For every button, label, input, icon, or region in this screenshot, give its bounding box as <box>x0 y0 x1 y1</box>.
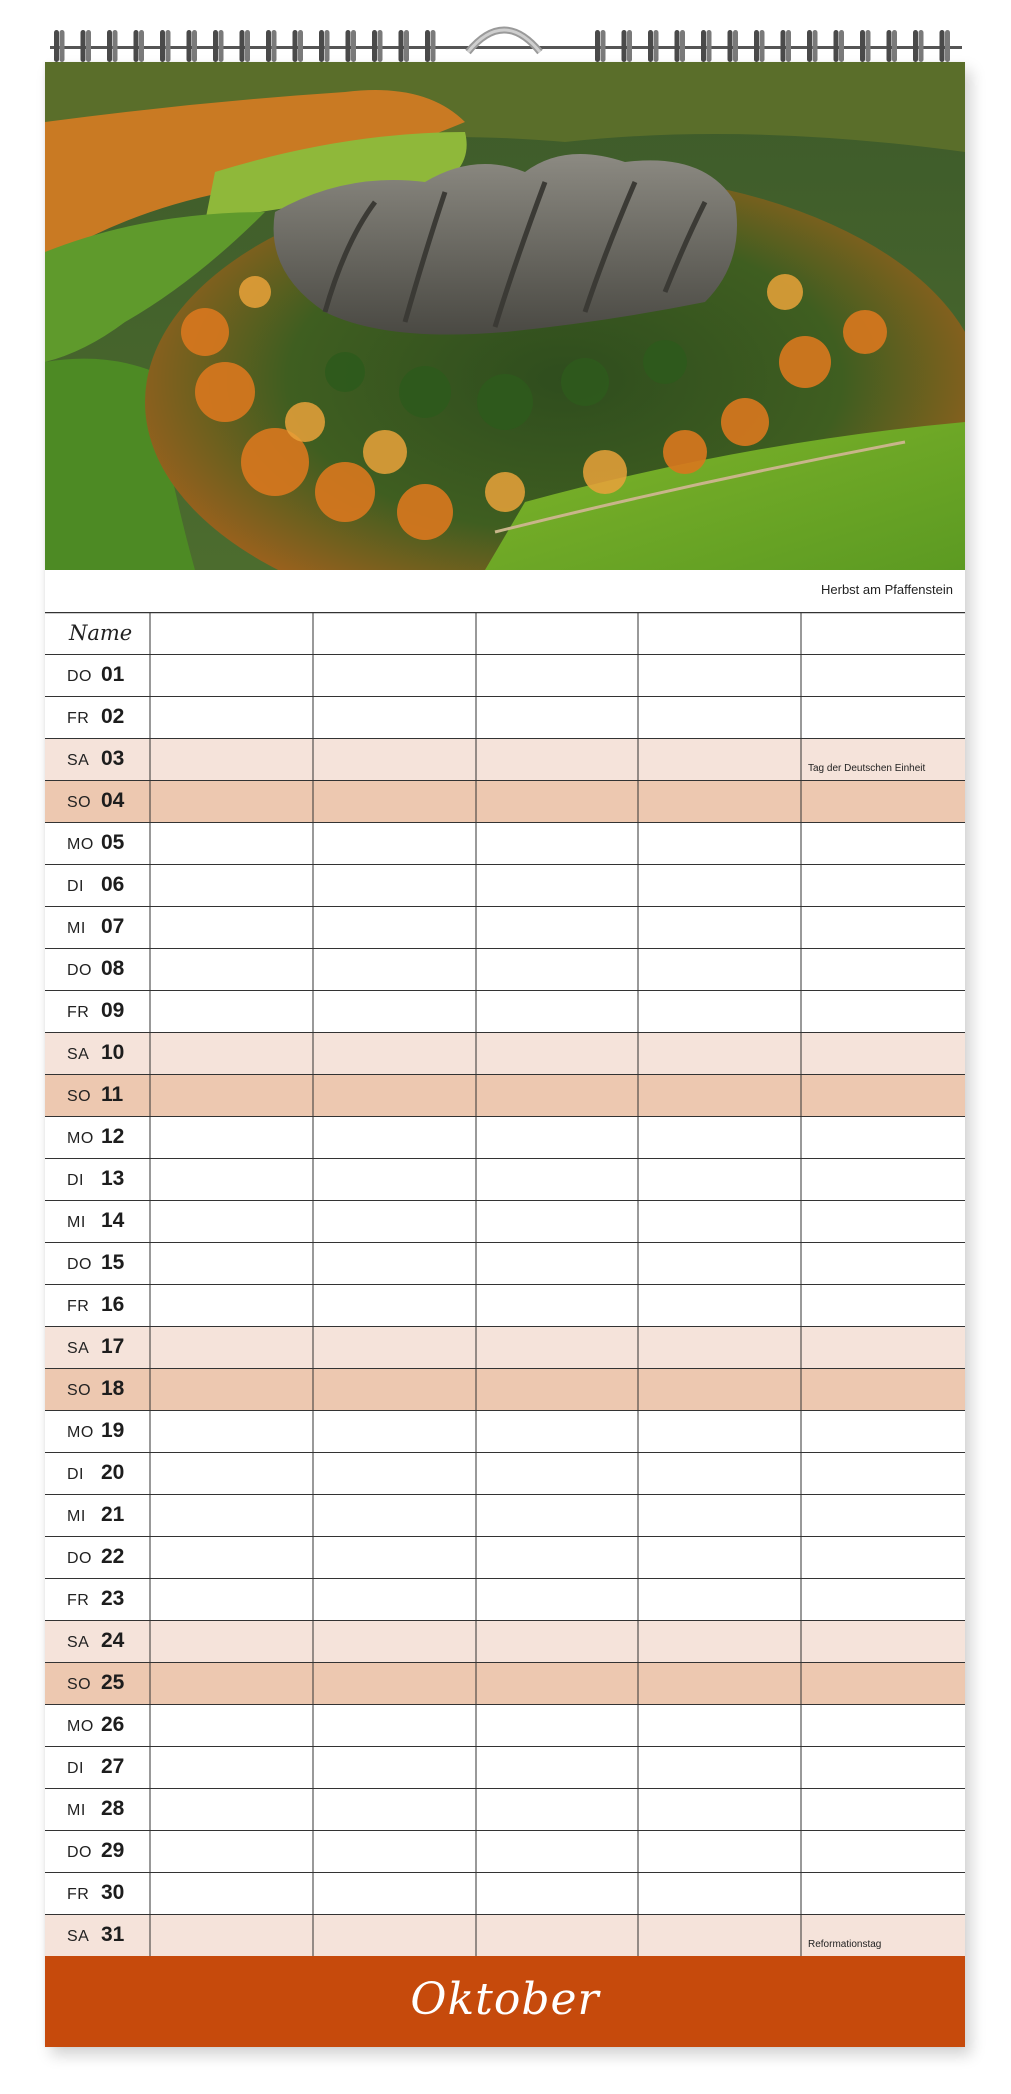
day-number: 20 <box>101 1461 125 1484</box>
binding-coil <box>378 30 383 62</box>
binding-coil <box>834 30 839 62</box>
day-number: 19 <box>101 1419 125 1442</box>
binding-coil <box>293 30 298 62</box>
binding-coil <box>786 30 791 62</box>
binding-coil <box>940 30 945 62</box>
weekday-label: SA <box>67 1928 90 1945</box>
weekday-label: SO <box>67 1676 92 1693</box>
day-number: 24 <box>101 1629 125 1652</box>
day-number: 31 <box>101 1923 125 1946</box>
month-title: Oktober <box>410 1974 600 2025</box>
weekday-label: MO <box>67 1718 94 1735</box>
day-row <box>45 1536 965 1578</box>
binding-coil <box>425 30 430 62</box>
day-row <box>45 1158 965 1200</box>
binding-coil <box>431 30 436 62</box>
day-number: 26 <box>101 1713 125 1736</box>
weekday-label: FR <box>67 1886 90 1903</box>
weekday-label: DO <box>67 1256 92 1273</box>
weekday-label: DI <box>67 1172 84 1189</box>
binding-coil <box>707 30 712 62</box>
binding-coil <box>913 30 918 62</box>
day-row <box>45 1914 965 1956</box>
day-row <box>45 822 965 864</box>
binding-coil <box>192 30 197 62</box>
weekday-label: MI <box>67 1214 86 1231</box>
day-row <box>45 1032 965 1074</box>
binding-coil <box>781 30 786 62</box>
day-number: 02 <box>101 705 125 728</box>
binding-coil <box>107 30 112 62</box>
day-row <box>45 1452 965 1494</box>
binding-coil <box>139 30 144 62</box>
day-number: 16 <box>101 1293 125 1316</box>
binding-coil <box>399 30 404 62</box>
binding-coil <box>166 30 171 62</box>
day-number: 03 <box>101 747 125 770</box>
binding-coil <box>240 30 245 62</box>
binding-coil <box>219 30 224 62</box>
day-row <box>45 1116 965 1158</box>
day-number: 04 <box>101 789 125 812</box>
day-row <box>45 1662 965 1704</box>
day-row <box>45 906 965 948</box>
landscape-photo <box>45 62 965 570</box>
day-row <box>45 1494 965 1536</box>
weekday-label: FR <box>67 1298 90 1315</box>
binding-coil <box>54 30 59 62</box>
day-row <box>45 1788 965 1830</box>
name-header: Name <box>69 621 133 645</box>
day-number: 27 <box>101 1755 125 1778</box>
day-row <box>45 1578 965 1620</box>
weekday-label: SO <box>67 794 92 811</box>
binding-coil <box>807 30 812 62</box>
day-number: 29 <box>101 1839 125 1862</box>
binding-coil <box>892 30 897 62</box>
binding-coil <box>945 30 950 62</box>
day-row <box>45 1704 965 1746</box>
binding-coil <box>86 30 91 62</box>
weekday-label: DO <box>67 1550 92 1567</box>
binding-coil <box>860 30 865 62</box>
weekday-label: FR <box>67 1592 90 1609</box>
binding-coil <box>113 30 118 62</box>
binding-coil <box>351 30 356 62</box>
binding-coil <box>680 30 685 62</box>
weekday-label: DI <box>67 878 84 895</box>
weekday-label: DI <box>67 1466 84 1483</box>
binding-coil <box>760 30 765 62</box>
weekday-label: MI <box>67 1802 86 1819</box>
binding-coil <box>754 30 759 62</box>
binding-coil <box>245 30 250 62</box>
planner-grid <box>45 612 965 1956</box>
day-row <box>45 654 965 696</box>
day-number: 01 <box>101 663 125 686</box>
weekday-label: MO <box>67 1424 94 1441</box>
binding-coil <box>728 30 733 62</box>
day-number: 18 <box>101 1377 125 1400</box>
day-number: 28 <box>101 1797 125 1820</box>
day-row <box>45 738 965 780</box>
day-number: 10 <box>101 1041 125 1064</box>
day-number: 14 <box>101 1209 125 1232</box>
binding-coil <box>839 30 844 62</box>
binding-coil <box>187 30 192 62</box>
binding-coil <box>675 30 680 62</box>
day-number: 11 <box>101 1083 124 1106</box>
binding-coil <box>213 30 218 62</box>
weekday-label: SA <box>67 752 90 769</box>
binding-coil <box>595 30 600 62</box>
day-number: 22 <box>101 1545 125 1568</box>
weekday-label: DI <box>67 1760 84 1777</box>
day-number: 17 <box>101 1335 125 1358</box>
weekday-label: MO <box>67 1130 94 1147</box>
day-number: 05 <box>101 831 125 854</box>
day-number: 06 <box>101 873 125 896</box>
binding-coil <box>160 30 165 62</box>
binding-coil <box>298 30 303 62</box>
month-footer <box>45 1956 965 2047</box>
weekday-label: SO <box>67 1088 92 1105</box>
day-number: 13 <box>101 1167 125 1190</box>
day-row <box>45 1830 965 1872</box>
day-row <box>45 1242 965 1284</box>
weekday-label: SA <box>67 1046 90 1063</box>
day-number: 09 <box>101 999 125 1022</box>
binding-coil <box>601 30 606 62</box>
day-row <box>45 1284 965 1326</box>
day-number: 21 <box>101 1503 125 1526</box>
binding-coil <box>81 30 86 62</box>
binding-coil <box>622 30 627 62</box>
day-row <box>45 1410 965 1452</box>
weekday-label: MO <box>67 836 94 853</box>
day-number: 07 <box>101 915 125 938</box>
binding-coil <box>134 30 139 62</box>
day-row <box>45 1074 965 1116</box>
day-row <box>45 1200 965 1242</box>
binding-coil <box>701 30 706 62</box>
weekday-label: SA <box>67 1634 90 1651</box>
binding-coil <box>319 30 324 62</box>
weekday-label: MI <box>67 1508 86 1525</box>
day-row <box>45 780 965 822</box>
binding-coil <box>887 30 892 62</box>
weekday-label: FR <box>67 710 90 727</box>
binding-coil <box>919 30 924 62</box>
day-row <box>45 990 965 1032</box>
day-number: 25 <box>101 1671 125 1694</box>
day-number: 23 <box>101 1587 125 1610</box>
holiday-note: Tag der Deutschen Einheit <box>808 763 926 774</box>
binding-coil <box>866 30 871 62</box>
day-row <box>45 1872 965 1914</box>
binding-coil <box>648 30 653 62</box>
day-number: 15 <box>101 1251 125 1274</box>
binding-coil <box>404 30 409 62</box>
day-row <box>45 1620 965 1662</box>
day-number: 30 <box>101 1881 125 1904</box>
holiday-note: Reformationstag <box>808 1939 882 1950</box>
binding-coil <box>733 30 738 62</box>
name-header-row <box>45 612 965 654</box>
binding-coil <box>60 30 65 62</box>
day-row <box>45 1746 965 1788</box>
binding-coil <box>266 30 271 62</box>
day-number: 12 <box>101 1125 125 1148</box>
photo-caption: Herbst am Pfaffenstein <box>821 582 953 597</box>
weekday-label: MI <box>67 920 86 937</box>
day-row <box>45 864 965 906</box>
weekday-label: FR <box>67 1004 90 1021</box>
weekday-label: DO <box>67 668 92 685</box>
binding-coil <box>654 30 659 62</box>
binding-coil <box>372 30 377 62</box>
weekday-label: DO <box>67 1844 92 1861</box>
binding-coil <box>325 30 330 62</box>
weekday-label: DO <box>67 962 92 979</box>
weekday-label: SO <box>67 1382 92 1399</box>
day-row <box>45 1368 965 1410</box>
binding-coil <box>346 30 351 62</box>
binding-coil <box>813 30 818 62</box>
day-row <box>45 696 965 738</box>
day-row <box>45 1326 965 1368</box>
day-row <box>45 948 965 990</box>
binding-coil <box>627 30 632 62</box>
binding-coil <box>272 30 277 62</box>
weekday-label: SA <box>67 1340 90 1357</box>
day-number: 08 <box>101 957 125 980</box>
